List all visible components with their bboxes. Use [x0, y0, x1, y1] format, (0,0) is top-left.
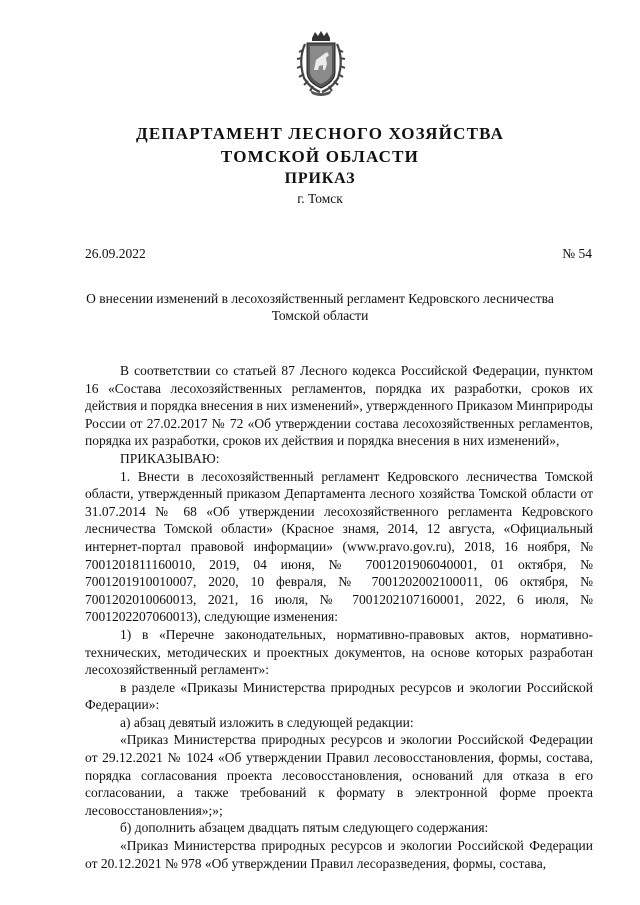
document-body	[85, 362, 593, 872]
document-date: 26.09.2022	[85, 246, 146, 261]
department-title-line1: ДЕПАРТАМЕНТ ЛЕСНОГО ХОЗЯЙСТВА	[135, 124, 505, 143]
body-paragraph: В соответствии со статьей 87 Лесного кодекса Российской Федерации, пунктом 16 «Состава лесохозяйственных регламентов, порядка их разработки, сроков их действия и порядка внесения в них изменений», утвержденного Приказом Минприроды России от 27.02.2017 № 72 «Об утверждении состава лесохозяйственных регламентов, порядка их разработки, сроков их действия и порядка внесения в них изменений»,	[85, 363, 593, 449]
coat-of-arms-emblem	[296, 30, 346, 96]
body-paragraph: «Приказ Министерства природных ресурсов и экологии Российской Федерации от 20.12.2021 № 978 «Об утверждении Правил лесоразведения, формы, состава,	[85, 838, 593, 871]
document-subject: О внесении изменений в лесохозяйственный регламент Кедровского лесничества Томской области	[86, 291, 554, 323]
document-number: № 54	[562, 246, 592, 261]
body-paragraph: ПРИКАЗЫВАЮ:	[120, 450, 220, 466]
document-type-title: ПРИКАЗ	[284, 170, 356, 187]
body-paragraph: а) абзац девятый изложить в следующей редакции:	[120, 714, 414, 730]
body-paragraph: 1. Внести в лесохозяйственный регламент Кедровского лесничества Томской области, утвержденный приказом Департамента лесного хозяйства Томской области от 31.07.2014 № 68 «Об утверждении лесохозяйственного регламента Кедровского лесничества Томской области» (Красное знамя, 2014, 12 августа, «Официальный интернет-портал правовой информации» (www.pravo.gov.ru), 2018, 16 ноября, № 7001201811160010, 2019, 04 июня, № 7001201906040001, 01 октября, № 7001201910010007, 2020, 10 февраля, № 7001202002100011, 06 октября, № 7001202010060013, 2021, 16 июля, № 7001202107160001, 2022, 6 июля, № 7001202207060013), следующие изменения:	[85, 468, 593, 625]
body-paragraph: в разделе «Приказы Министерства природных ресурсов и экологии Российской Федерации»:	[85, 679, 593, 713]
body-paragraph: б) дополнить абзацем двадцать пятым следующего содержания:	[120, 820, 489, 836]
city-label: г. Томск	[297, 191, 343, 206]
department-title-line2: ТОМСКОЙ ОБЛАСТИ	[220, 147, 420, 166]
body-paragraph: 1) в «Перечне законодательных, нормативно-правовых актов, нормативно-технических, методических и проектных документов, на основе которых разработан лесохозяйственный регламент»:	[85, 626, 593, 678]
body-paragraph: «Приказ Министерства природных ресурсов и экологии Российской Федерации от 29.12.2021 № 1024 «Об утверждении Правил лесовосстановления, формы, состава, порядка согласования проекта лесовосстановления, оснований для отказа в его согласовании, а также требований к формату в электронной форме проекта лесовосстановления»;»;	[85, 732, 593, 818]
